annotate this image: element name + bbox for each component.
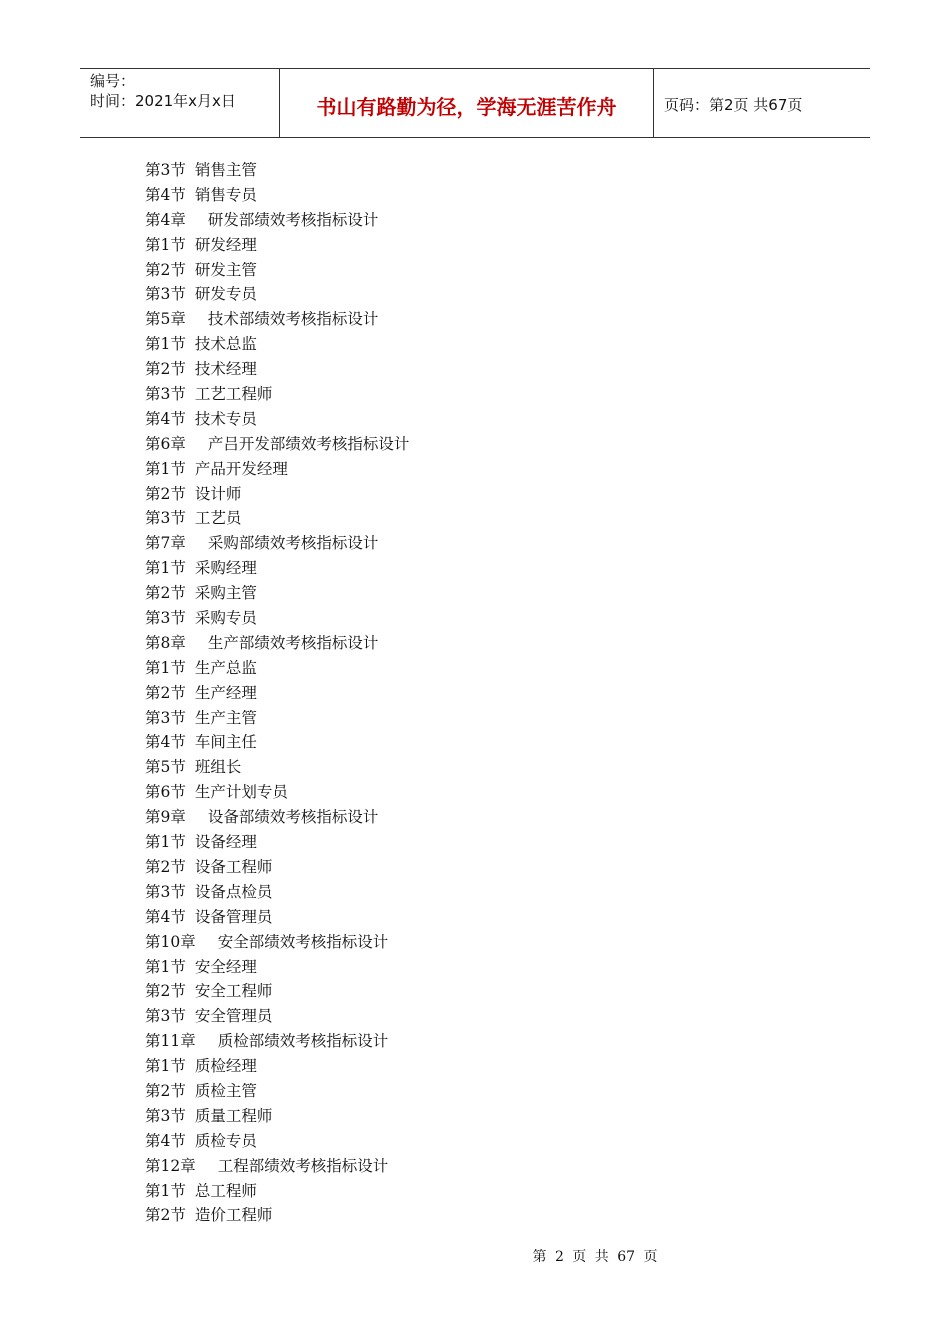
toc-entry-title: 技术专员: [194, 409, 257, 428]
page-header: [80, 68, 870, 138]
number-label: 编号：: [90, 72, 136, 90]
toc-entry-number: 第4节: [145, 185, 186, 204]
toc-entry-number: 第5节: [145, 758, 186, 777]
toc-entry-number: 第3节: [145, 285, 186, 304]
toc-section-entry: [145, 233, 409, 258]
toc-section-entry: [145, 282, 409, 307]
toc-entry-title: 造价工程师: [194, 1206, 273, 1225]
toc-entry-number: 第4节: [145, 733, 186, 752]
toc-entry-number: 第4章: [145, 210, 186, 229]
toc-entry-title: 采购经理: [194, 559, 257, 578]
toc-entry-number: 第6节: [145, 783, 186, 802]
toc-section-entry: [145, 681, 409, 706]
toc-entry-title: 工艺员: [194, 509, 242, 528]
toc-section-entry: [145, 1129, 409, 1154]
toc-section-entry: [145, 407, 409, 432]
toc-entry-title: 研发部绩效考核指标设计: [207, 210, 379, 229]
toc-section-entry: [145, 382, 409, 407]
toc-entry-title: 质量工程师: [194, 1106, 273, 1125]
header-page-info: 页码：第2页 共67页: [664, 95, 803, 114]
toc-section-entry: [145, 1104, 409, 1129]
toc-entry-title: 生产计划专员: [194, 783, 288, 802]
toc-entry-title: 工程部绩效考核指标设计: [217, 1156, 389, 1175]
toc-entry-number: 第1节: [145, 459, 186, 478]
toc-section-entry: [145, 855, 409, 880]
toc-entry-number: 第4节: [145, 907, 186, 926]
toc-entry-number: 第1节: [145, 335, 186, 354]
toc-section-entry: [145, 357, 409, 382]
toc-entry-number: 第2节: [145, 1081, 186, 1100]
toc-entry-title: 生产经理: [194, 683, 257, 702]
toc-entry-title: 采购专员: [194, 609, 257, 628]
header-meta: [80, 69, 280, 137]
toc-chapter-entry: [145, 930, 409, 955]
toc-section-entry: [145, 979, 409, 1004]
toc-entry-number: 第4节: [145, 1131, 186, 1150]
toc-entry-number: 第8章: [145, 633, 186, 652]
toc-entry-title: 设计师: [194, 484, 242, 503]
toc-entry-title: 技术部绩效考核指标设计: [207, 310, 379, 329]
toc-entry-title: 采购部绩效考核指标设计: [207, 534, 379, 553]
toc-entry-title: 设备点检员: [194, 882, 273, 901]
toc-entry-title: 采购主管: [194, 584, 257, 603]
toc-chapter-entry: [145, 208, 409, 233]
toc-entry-number: 第2节: [145, 260, 186, 279]
toc-section-entry: [145, 730, 409, 755]
toc-entry-number: 第1节: [145, 658, 186, 677]
toc-section-entry: [145, 780, 409, 805]
toc-entry-number: 第2节: [145, 584, 186, 603]
toc-chapter-entry: [145, 631, 409, 656]
toc-chapter-entry: [145, 432, 409, 457]
header-motto: 书山有路勤为径，学海无涯苦作舟: [280, 69, 654, 137]
toc-entry-title: 质检主管: [194, 1081, 257, 1100]
toc-entry-number: 第1节: [145, 833, 186, 852]
toc-entry-number: 第3节: [145, 708, 186, 727]
toc-entry-title: 生产部绩效考核指标设计: [207, 633, 379, 652]
toc-entry-number: 第2节: [145, 484, 186, 503]
time-label: 时间：2021年x月x日: [90, 92, 236, 110]
toc-entry-number: 第1节: [145, 235, 186, 254]
toc-entry-title: 安全部绩效考核指标设计: [217, 932, 389, 951]
toc-entry-number: 第11章: [145, 1032, 196, 1051]
toc-section-entry: [145, 656, 409, 681]
toc-entry-title: 生产总监: [194, 658, 257, 677]
toc-entry-title: 技术总监: [194, 335, 257, 354]
toc-section-entry: [145, 1054, 409, 1079]
toc-entry-title: 质检经理: [194, 1057, 257, 1076]
toc-entry-title: 产吕开发部绩效考核指标设计: [207, 434, 410, 453]
toc-section-entry: [145, 755, 409, 780]
toc-entry-title: 生产主管: [194, 708, 257, 727]
toc-section-entry: [145, 955, 409, 980]
toc-chapter-entry: [145, 805, 409, 830]
toc-section-entry: [145, 830, 409, 855]
toc-entry-title: 安全工程师: [194, 982, 273, 1001]
toc-section-entry: [145, 183, 409, 208]
toc-section-entry: [145, 1203, 409, 1228]
toc-entry-number: 第2节: [145, 683, 186, 702]
toc-entry-title: 工艺工程师: [194, 385, 273, 404]
toc-entry-title: 设备部绩效考核指标设计: [207, 808, 379, 827]
toc-entry-number: 第12章: [145, 1156, 196, 1175]
toc-entry-title: 安全管理员: [194, 1007, 273, 1026]
toc-entry-number: 第3节: [145, 1007, 186, 1026]
toc-section-entry: [145, 258, 409, 283]
toc-entry-title: 研发专员: [194, 285, 257, 304]
toc-entry-number: 第1节: [145, 957, 186, 976]
toc-entry-number: 第2节: [145, 982, 186, 1001]
toc-entry-number: 第3节: [145, 385, 186, 404]
toc-entry-number: 第2节: [145, 360, 186, 379]
toc-section-entry: [145, 482, 409, 507]
toc-section-entry: [145, 1179, 409, 1204]
toc-chapter-entry: [145, 1029, 409, 1054]
toc-section-entry: [145, 606, 409, 631]
toc-section-entry: [145, 556, 409, 581]
toc-entry-number: 第3节: [145, 509, 186, 528]
toc-entry-number: 第7章: [145, 534, 186, 553]
toc-entry-number: 第9章: [145, 808, 186, 827]
toc-section-entry: [145, 506, 409, 531]
toc-entry-number: 第1节: [145, 1057, 186, 1076]
toc-entry-title: 销售专员: [194, 185, 257, 204]
toc-entry-number: 第3节: [145, 609, 186, 628]
toc-chapter-entry: [145, 1154, 409, 1179]
toc-entry-number: 第5章: [145, 310, 186, 329]
toc-entry-title: 产品开发经理: [194, 459, 288, 478]
toc-section-entry: [145, 905, 409, 930]
toc-section-entry: [145, 706, 409, 731]
toc-entry-title: 总工程师: [194, 1181, 257, 1200]
toc-entry-number: 第6章: [145, 434, 186, 453]
toc-section-entry: [145, 332, 409, 357]
toc-section-entry: [145, 880, 409, 905]
toc-section-entry: [145, 1079, 409, 1104]
toc-entry-title: 设备管理员: [194, 907, 273, 926]
toc-entry-title: 质检部绩效考核指标设计: [217, 1032, 389, 1051]
toc-entry-number: 第1节: [145, 1181, 186, 1200]
toc-entry-title: 安全经理: [194, 957, 257, 976]
toc-entry-number: 第2节: [145, 857, 186, 876]
toc-entry-number: 第1节: [145, 559, 186, 578]
toc-entry-number: 第4节: [145, 409, 186, 428]
toc-section-entry: [145, 1004, 409, 1029]
toc-entry-title: 设备经理: [194, 833, 257, 852]
toc-section-entry: [145, 581, 409, 606]
toc-entry-title: 销售主管: [194, 161, 257, 179]
toc-chapter-entry: [145, 307, 409, 332]
toc-section-entry: [145, 457, 409, 482]
toc-entry-number: 第2节: [145, 1206, 186, 1225]
toc-entry-title: 质检专员: [194, 1131, 257, 1150]
toc-entry-title: 班组长: [194, 758, 242, 777]
toc-entry-title: 车间主任: [194, 733, 257, 752]
toc-chapter-entry: [145, 531, 409, 556]
toc-entry-number: 第3节: [145, 1106, 186, 1125]
toc-entry-title: 技术经理: [194, 360, 257, 379]
toc-entry-number: 第3节: [145, 161, 186, 179]
toc-entry-number: 第3节: [145, 882, 186, 901]
toc-entry-title: 研发主管: [194, 260, 257, 279]
toc-section-entry: [145, 158, 409, 183]
toc-entry-title: 研发经理: [194, 235, 257, 254]
toc-entry-title: 设备工程师: [194, 857, 273, 876]
page-footer: 第 2 页 共 67 页: [532, 1249, 658, 1265]
toc-entry-number: 第10章: [145, 932, 196, 951]
table-of-contents: [145, 158, 409, 1228]
